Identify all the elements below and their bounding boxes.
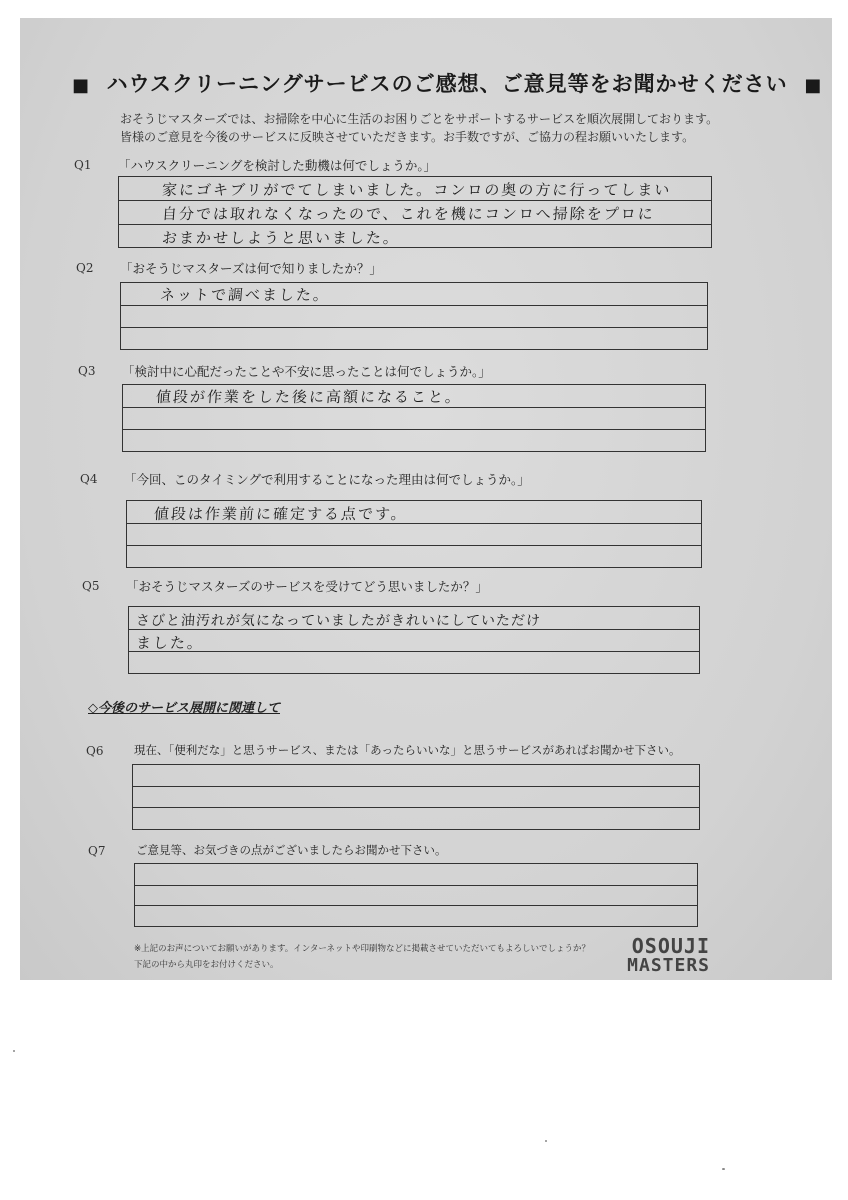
footer-note-2: 下記の中から丸印をお付けください。 bbox=[134, 960, 279, 970]
q4-text: 「今回、このタイミングで利用することになった理由は何でしょうか。」 bbox=[124, 472, 530, 487]
intro-line-1: おそうじマスターズでは、お掃除を中心に生活のお困りごとをサポートするサービスを順次展開しております。 bbox=[120, 112, 719, 126]
q6-answer-box bbox=[132, 764, 700, 830]
answer-rule bbox=[119, 200, 711, 201]
answer-rule bbox=[133, 786, 699, 787]
footer-note-1: ※上記のお声についてお願いがあります。インターネットや印刷物などに掲載させていただいてもよろしいでしょうか？ bbox=[134, 944, 591, 954]
scan-speck bbox=[13, 1050, 15, 1052]
intro-line-2: 皆様のご意見を今後のサービスに反映させていただきます。お手数ですが、ご協力の程お願いいたします。 bbox=[120, 130, 695, 144]
form-title bbox=[72, 68, 823, 98]
q5-answer-line-1: さびと油汚れが気になっていましたがきれいにしていただけ bbox=[135, 613, 542, 629]
q1-answer-line-3: おまかせしようと思いました。 bbox=[161, 229, 401, 247]
q6-label: Q6 bbox=[86, 744, 104, 758]
scanned-survey-form bbox=[20, 18, 832, 980]
q2-answer-line-1: ネットで調べました。 bbox=[159, 286, 331, 304]
answer-rule bbox=[121, 327, 707, 328]
title-marker-right: ■ bbox=[804, 75, 823, 96]
q3-answer-line-1: 値段が作業をした後に高額になること。 bbox=[155, 388, 463, 406]
logo-line-1: OSOUJI bbox=[631, 934, 710, 958]
title-marker-left: ■ bbox=[72, 75, 91, 96]
scan-speck bbox=[722, 1168, 725, 1170]
q6-text: 現在、「便利だな」と思うサービス、または「あったらいいな」と思うサービスがあればお聞かせ下さい。 bbox=[134, 743, 681, 757]
q1-text: 「ハウスクリーニングを検討した動機は何でしょうか。」 bbox=[118, 158, 437, 173]
q4-answer-line-1: 値段は作業前に確定する点です。 bbox=[153, 505, 409, 523]
q1-label: Q1 bbox=[74, 158, 92, 172]
osouji-masters-logo bbox=[590, 936, 710, 980]
answer-rule bbox=[135, 905, 697, 906]
q1-answer-line-2: 自分では取れなくなったので、これを機にコンロへ掃除をプロに bbox=[161, 205, 656, 223]
q2-label: Q2 bbox=[76, 261, 94, 275]
q1-answer-line-1: 家にゴキブリがでてしまいました。コンロの奥の方に行ってしまい bbox=[161, 181, 673, 199]
answer-rule bbox=[133, 807, 699, 808]
answer-rule bbox=[129, 651, 699, 652]
q7-text: ご意見等、お気づきの点がございましたらお聞かせ下さい。 bbox=[136, 843, 447, 857]
q3-label: Q3 bbox=[78, 364, 96, 378]
answer-rule bbox=[121, 305, 707, 306]
answer-rule bbox=[123, 407, 705, 408]
form-title-text: ハウスクリーニングサービスのご感想、ご意見等をお聞かせください bbox=[106, 72, 788, 96]
q2-text: 「おそうじマスターズは何で知りましたか？」 bbox=[120, 261, 382, 276]
q5-answer-line-2: ました。 bbox=[135, 634, 205, 652]
logo-line-2: MASTERS bbox=[627, 955, 710, 976]
answer-rule bbox=[123, 429, 705, 430]
q7-label: Q7 bbox=[88, 844, 106, 858]
section-heading: ◇今後のサービス展開に関連して bbox=[88, 701, 280, 716]
answer-rule bbox=[127, 545, 701, 546]
q3-text: 「検討中に心配だったことや不安に思ったことは何でしょうか。」 bbox=[122, 364, 491, 379]
scan-speck bbox=[545, 1140, 547, 1142]
q7-answer-box bbox=[134, 863, 698, 927]
answer-rule bbox=[119, 224, 711, 225]
q5-label: Q5 bbox=[82, 579, 100, 593]
q4-label: Q4 bbox=[80, 472, 98, 486]
q5-text: 「おそうじマスターズのサービスを受けてどう思いましたか？」 bbox=[126, 579, 488, 594]
answer-rule bbox=[135, 885, 697, 886]
